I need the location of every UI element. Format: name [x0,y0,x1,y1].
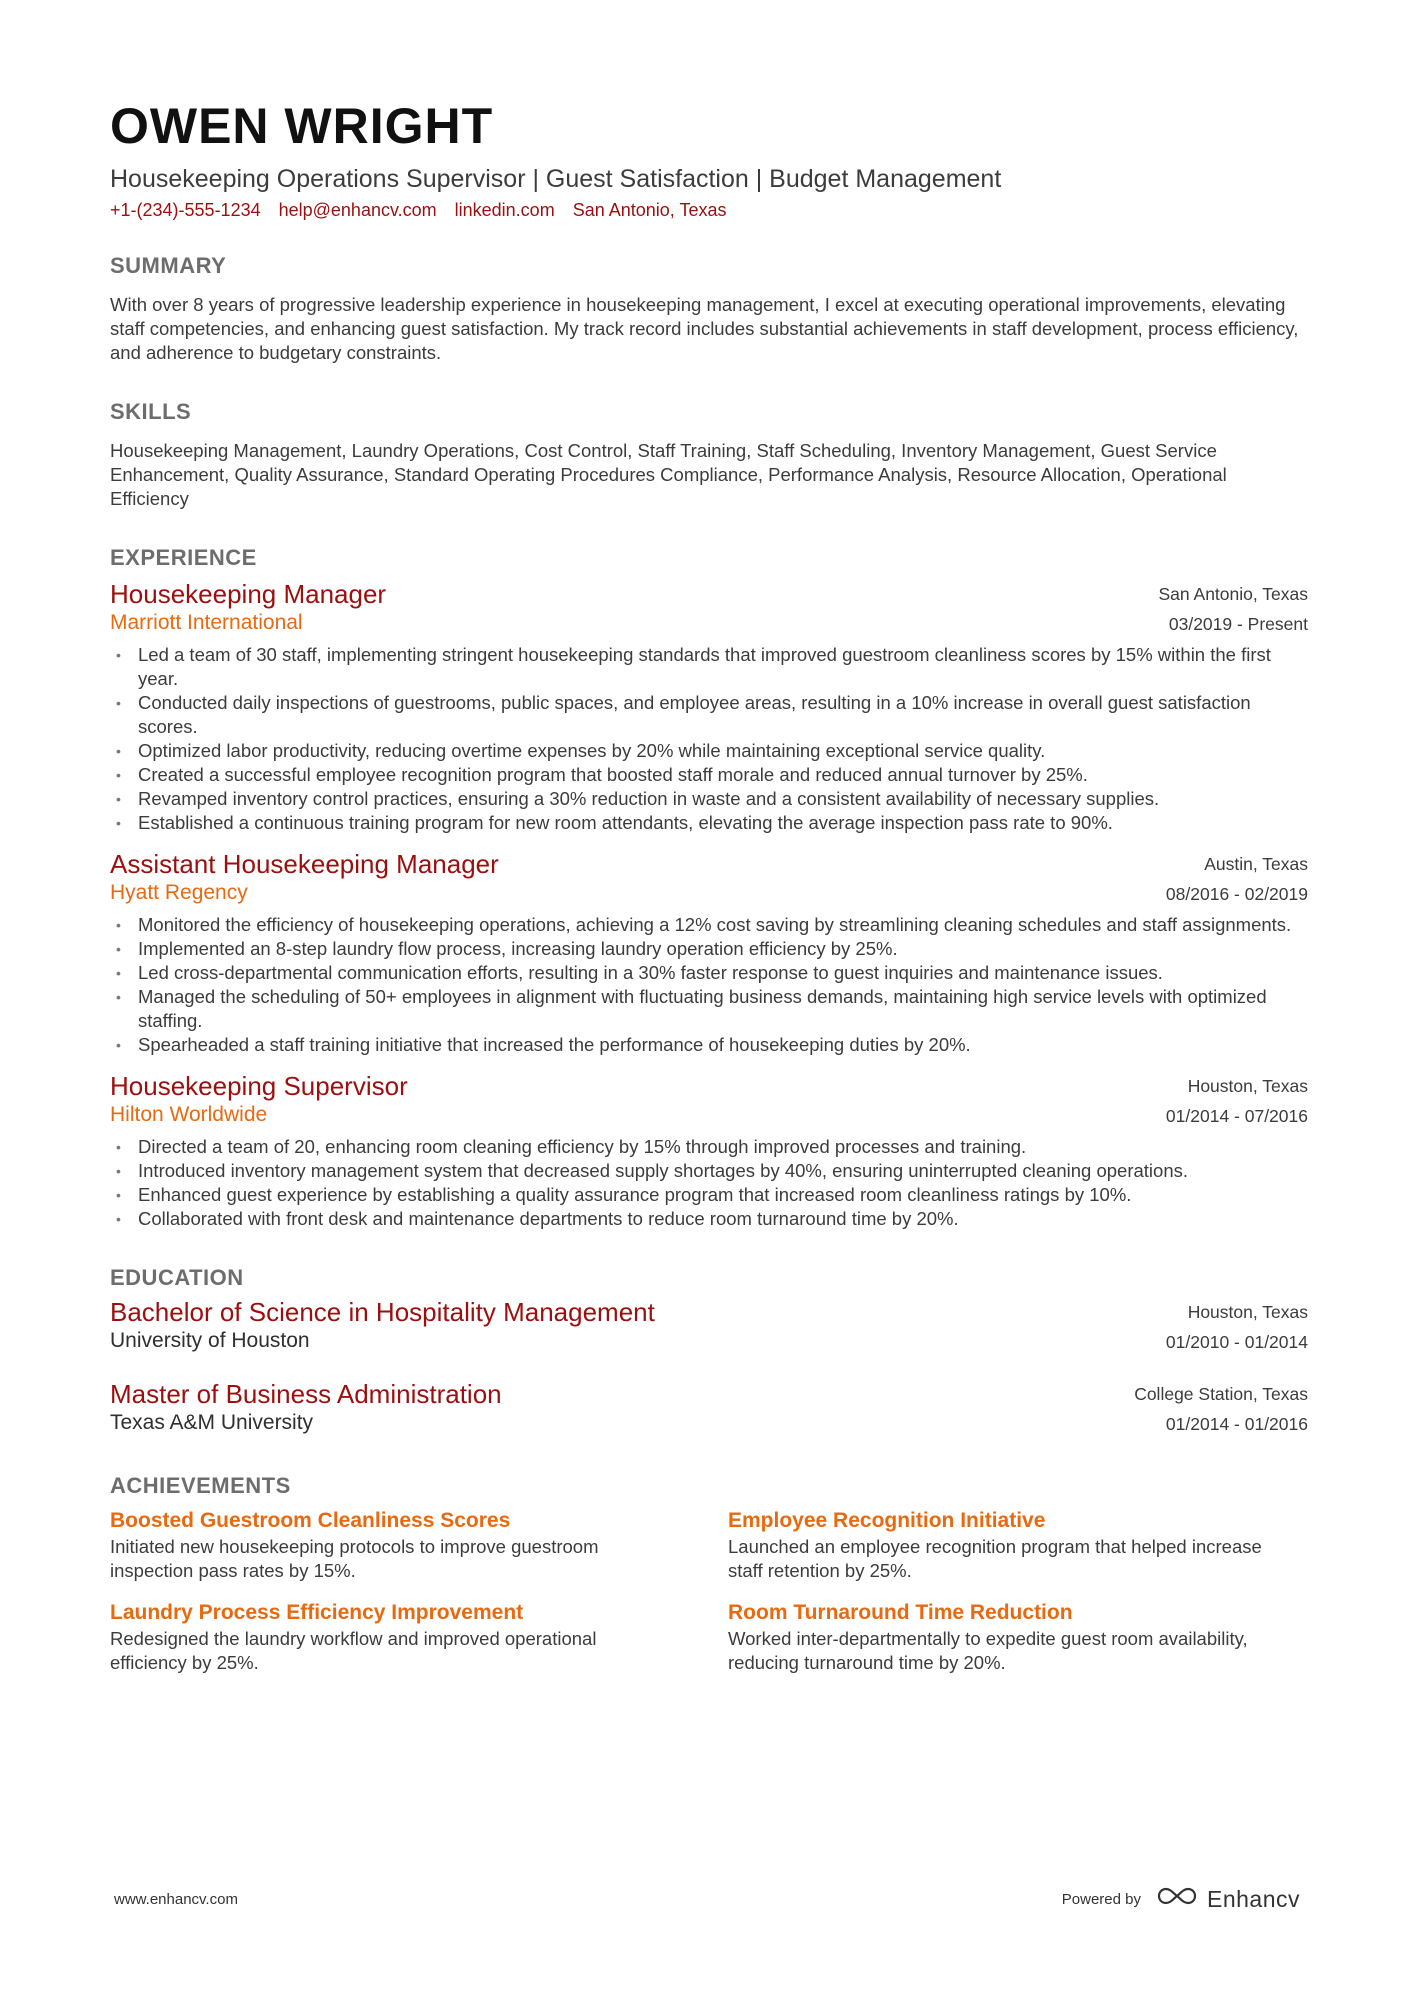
brand-name: Enhancv [1206,1885,1300,1912]
bullet-item: • Led cross-departmental communication efforts, resulting in a 30% faster response to guest inquiries and maintenance issues. [110,961,1308,985]
headline: Housekeeping Operations Supervisor | Guest Satisfaction | Budget Management [110,165,1002,193]
bullet-item: • Established a continuous training program for new room attendants, elevating the average inspection pass rate to 90%. [110,811,1308,835]
section-title-education: EDUCATION [110,1265,244,1290]
summary-section [110,253,1308,365]
bullet-item: • Spearheaded a staff training initiative that increased the performance of housekeeping duties by 20%. [110,1033,1308,1057]
degree-title: Bachelor of Science in Hospitality Management [110,1297,655,1327]
enhancv-brand[interactable] [1155,1884,1300,1914]
bullet-item: • Enhanced guest experience by establishing a quality assurance program that increased room cleanliness ratings by 10%. [110,1183,1308,1207]
section-title-experience: EXPERIENCE [110,545,257,570]
achievement-item [110,1507,728,1583]
degree-title: Master of Business Administration [110,1379,502,1409]
achievement-item [728,1507,1308,1583]
experience-item-header [110,579,1308,639]
job-bullets [110,913,1308,1057]
achievement-desc: Redesigned the laundry workflow and improved operational efficiency by 25%. [110,1628,597,1673]
company-name: Hilton Worldwide [110,1103,268,1126]
bullet-item: • Managed the scheduling of 50+ employees in alignment with fluctuating business demands, maintaining high service levels with optimized staffing. [110,985,1308,1033]
section-title-summary: SUMMARY [110,253,227,278]
bullet-item: • Conducted daily inspections of guestrooms, public spaces, and employee areas, resulting in a 10% increase in overall guest satisfaction scores. [110,691,1308,739]
summary-text: With over 8 years of progressive leadership experience in housekeeping management, I excel at executing operational improvements, elevating staff competencies, and enhancing guest satisfaction. My track record includes substantial achievements in staff development, process efficiency, and adherence to budgetary constraints. [110,294,1299,363]
job-dates: 03/2019 - Present [1168,614,1308,634]
section-title-achievements: ACHIEVEMENTS [110,1473,291,1498]
job-location: San Antonio, Texas [1158,584,1308,604]
bullet-item: • Monitored the efficiency of housekeeping operations, achieving a 12% cost saving by streamlining cleaning schedules and staff assignments. [110,913,1308,937]
achievement-desc: Initiated new housekeeping protocols to improve guestroom inspection pass rates by 15%. [110,1536,599,1581]
achievement-desc: Launched an employee recognition program that helped increase staff retention by 25%. [728,1536,1262,1581]
achievement-desc: Worked inter-departmentally to expedite guest room availability, reducing turnaround time by 20%. [728,1628,1248,1673]
education-dates: 01/2010 - 01/2014 [1165,1332,1308,1352]
company-name: Hyatt Regency [110,881,248,904]
achievement-item [110,1599,728,1675]
page-footer [114,1884,1300,1914]
bullet-item: • Revamped inventory control practices, ensuring a 30% reduction in waste and a consistent availability of necessary supplies. [110,787,1308,811]
experience-item-header [110,849,1308,909]
contact-row [110,200,1308,221]
job-dates: 08/2016 - 02/2019 [1165,884,1308,904]
enhancv-logo-icon [1155,1884,1199,1914]
bullet-item: • Collaborated with front desk and maintenance departments to reduce room turnaround time by 20%. [110,1207,1308,1231]
skills-text: Housekeeping Management, Laundry Operations, Cost Control, Staff Training, Staff Scheduling, Inventory Management, Guest Service Enhancement, Quality Assurance, Standard Operating Procedures Compliance, Performance Analysis, Resource Allocation, Operational Efficiency [110,440,1227,509]
job-dates: 01/2014 - 07/2016 [1165,1106,1308,1126]
job-bullets [110,1135,1308,1231]
achievement-title: Boosted Guestroom Cleanliness Scores [110,1509,511,1532]
location-text: San Antonio, Texas [572,200,727,220]
email-link[interactable]: help@enhancv.com [278,200,437,220]
footer-branding [1062,1884,1300,1914]
skills-section [110,399,1308,511]
bullet-item: • Introduced inventory management system that decreased supply shortages by 40%, ensuring uninterrupted cleaning operations. [110,1159,1308,1183]
resume-header [110,98,1308,221]
bullet-item: • Created a successful employee recognition program that boosted staff morale and reduced annual turnover by 25%. [110,763,1308,787]
resume [110,98,1308,1675]
company-name: Marriott International [110,611,303,634]
bullet-item: • Optimized labor productivity, reducing overtime expenses by 20% while maintaining exceptional service quality. [110,739,1308,763]
job-location: Austin, Texas [1204,854,1308,874]
job-location: Houston, Texas [1187,1076,1308,1096]
section-title-skills: SKILLS [110,399,192,424]
job-bullets [110,643,1308,835]
experience-section [110,545,1308,1231]
experience-item [110,1071,1308,1231]
education-item [110,1297,1308,1357]
job-title: Housekeeping Supervisor [110,1071,408,1101]
achievements-section [110,1473,1308,1675]
school-name: University of Houston [110,1329,310,1352]
achievement-title: Laundry Process Efficiency Improvement [110,1601,524,1624]
education-dates: 01/2014 - 01/2016 [1165,1414,1308,1434]
experience-item [110,849,1308,1057]
achievement-item [728,1599,1308,1675]
achievement-title: Employee Recognition Initiative [728,1509,1046,1532]
school-name: Texas A&M University [110,1411,314,1434]
footer-url-link[interactable]: www.enhancv.com [114,1890,238,1908]
bullet-item: • Directed a team of 20, enhancing room cleaning efficiency by 15% through improved processes and training. [110,1135,1308,1159]
job-title: Housekeeping Manager [110,579,387,609]
phone-link[interactable]: +1-(234)-555-1234 [110,200,261,220]
candidate-name: OWEN WRIGHT [110,98,494,154]
achievement-title: Room Turnaround Time Reduction [728,1601,1073,1624]
education-section [110,1265,1308,1439]
achievements-grid [110,1507,1308,1675]
education-location: Houston, Texas [1187,1302,1308,1322]
experience-item [110,579,1308,835]
job-title: Assistant Housekeeping Manager [110,849,499,879]
bullet-item: • Implemented an 8-step laundry flow process, increasing laundry operation efficiency by 25%. [110,937,1308,961]
powered-by-label: Powered by [1061,1890,1141,1908]
education-location: College Station, Texas [1134,1384,1308,1404]
linkedin-link[interactable]: linkedin.com [454,200,555,220]
bullet-item: • Led a team of 30 staff, implementing stringent housekeeping standards that improved guestroom cleanliness scores by 15% within the first year. [110,643,1308,691]
education-item [110,1379,1308,1439]
experience-item-header [110,1071,1308,1131]
